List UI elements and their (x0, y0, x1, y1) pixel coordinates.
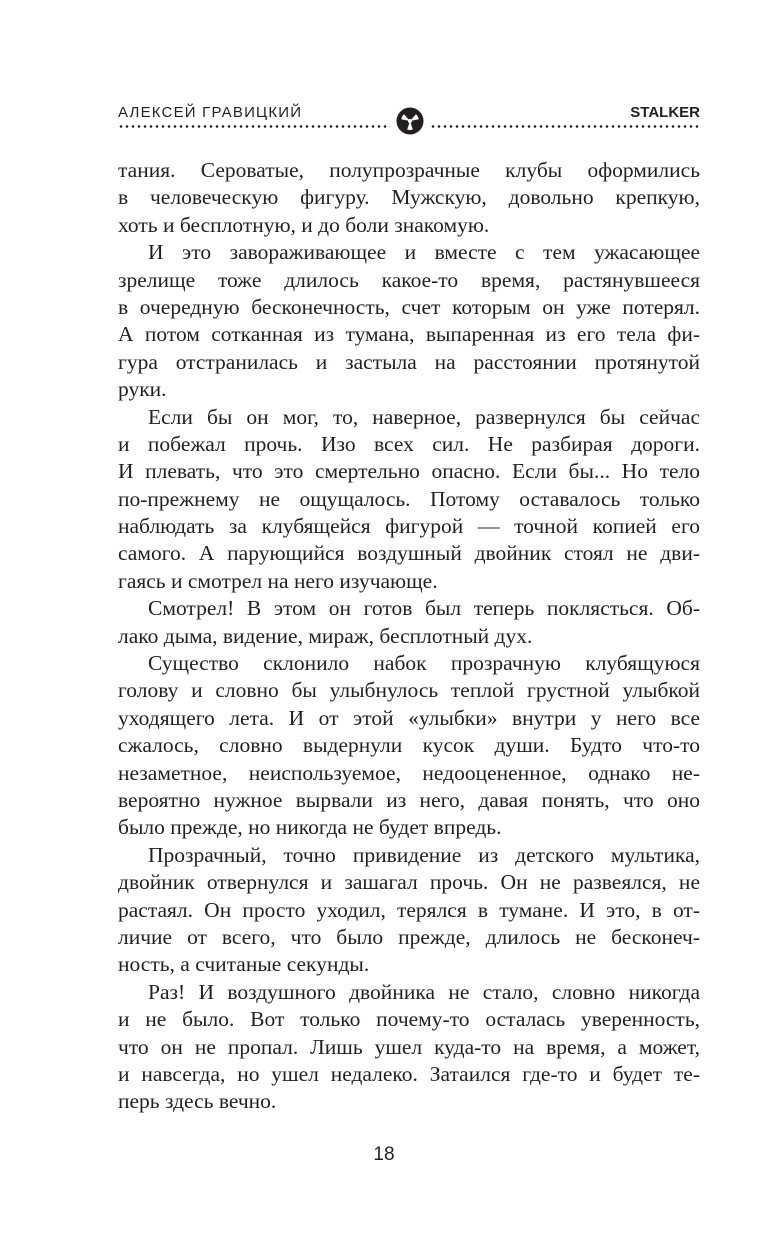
text-line: незаметное, неиспользуемое, недооцененное, однако не- (118, 760, 700, 785)
text-line: и навсегда, но ушел недалеко. Затаился где-то и будет те- (118, 1061, 700, 1086)
running-header-series: STALKER (630, 104, 700, 121)
paragraph (118, 157, 700, 239)
text-line: Раз! И воздушного двойника не стало, словно никогда (148, 979, 700, 1004)
text-line: по-прежнему не ощущалось. Потому оставалось только (118, 486, 700, 511)
text-line: Прозрачный, точно привидение из детского мультика, (148, 842, 700, 867)
text-line: было прежде, но никогда не будет впредь. (118, 815, 502, 840)
text-line: двойник отвернулся и зашагал прочь. Он не развеялся, не (118, 870, 700, 895)
text-line: и побежал прочь. Изо всех сил. Не разбирая дороги. (118, 431, 700, 456)
text-line: А потом сотканная из тумана, выпаренная из его тела фи- (118, 322, 700, 347)
text-line: в человеческую фигуру. Мужскую, довольно крепкую, (118, 185, 700, 210)
text-line: И это завораживающее и вместе с тем ужасающее (148, 240, 700, 265)
paragraph (118, 979, 700, 1116)
page-number: 18 (373, 1144, 395, 1165)
text-line: перь здесь вечно. (118, 1089, 277, 1114)
paragraph (118, 595, 700, 650)
radiation-icon (396, 107, 424, 135)
paragraph (118, 842, 700, 979)
text-line: голову и словно бы улыбнулось теплой грустной улыбкой (118, 678, 700, 703)
text-line: И плевать, что это смертельно опасно. Если бы... Но тело (118, 459, 700, 484)
dotted-rule-left (118, 125, 390, 128)
text-line: что он не пропал. Лишь ушел куда-то на время, а может, (118, 1034, 700, 1059)
text-line: вероятно нужное вырвали из него, давая понять, что оно (118, 787, 700, 812)
text-line: Смотрел! В этом он готов был теперь поклясться. Об- (148, 596, 700, 621)
text-line: гура отстранилась и застыла на расстоянии протянутой (118, 349, 700, 374)
text-line: сжалось, словно выдернули кусок души. Будто что-то (118, 733, 700, 758)
text-line: руки. (118, 377, 167, 402)
text-line: лако дыма, видение, мираж, бесплотный дух. (118, 623, 533, 648)
paragraph (118, 404, 700, 596)
text-line: зрелище тоже длилось какое-то время, растянувшееся (118, 267, 700, 292)
running-header (118, 100, 700, 140)
text-line: Существо склонило набок прозрачную клубящуюся (148, 651, 700, 676)
paragraph (118, 650, 700, 842)
body-text (118, 157, 700, 1116)
text-line: Если бы он мог, то, наверное, развернулся бы сейчас (148, 404, 700, 429)
text-line: тания. Сероватые, полупрозрачные клубы оформились (118, 158, 700, 182)
text-line: хоть и бесплотную, и до боли знакомую. (118, 212, 490, 237)
text-line: самого. А парующийся воздушный двойник стоял не дви- (118, 541, 700, 566)
text-line: уходящего лета. И от этой «улыбки» внутри у него все (118, 705, 700, 730)
text-line: гаясь и смотрел на него изучающе. (118, 568, 438, 593)
running-header-author: АЛЕКСЕЙ ГРАВИЦКИЙ (118, 104, 303, 121)
text-line: личие от всего, что было прежде, длилось не бесконеч- (118, 924, 700, 949)
dotted-rule-right (430, 125, 700, 128)
text-line: в очередную бесконечность, счет которым он уже потерял. (118, 294, 700, 319)
text-line: ность, а считаные секунды. (118, 952, 370, 977)
text-line: и не было. Вот только почему-то осталась уверенность, (118, 1007, 700, 1032)
text-line: наблюдать за клубящейся фигурой — точной копией его (118, 514, 700, 539)
text-line: растаял. Он просто уходил, терялся в тумане. И это, в от- (118, 897, 700, 922)
paragraph (118, 239, 700, 403)
